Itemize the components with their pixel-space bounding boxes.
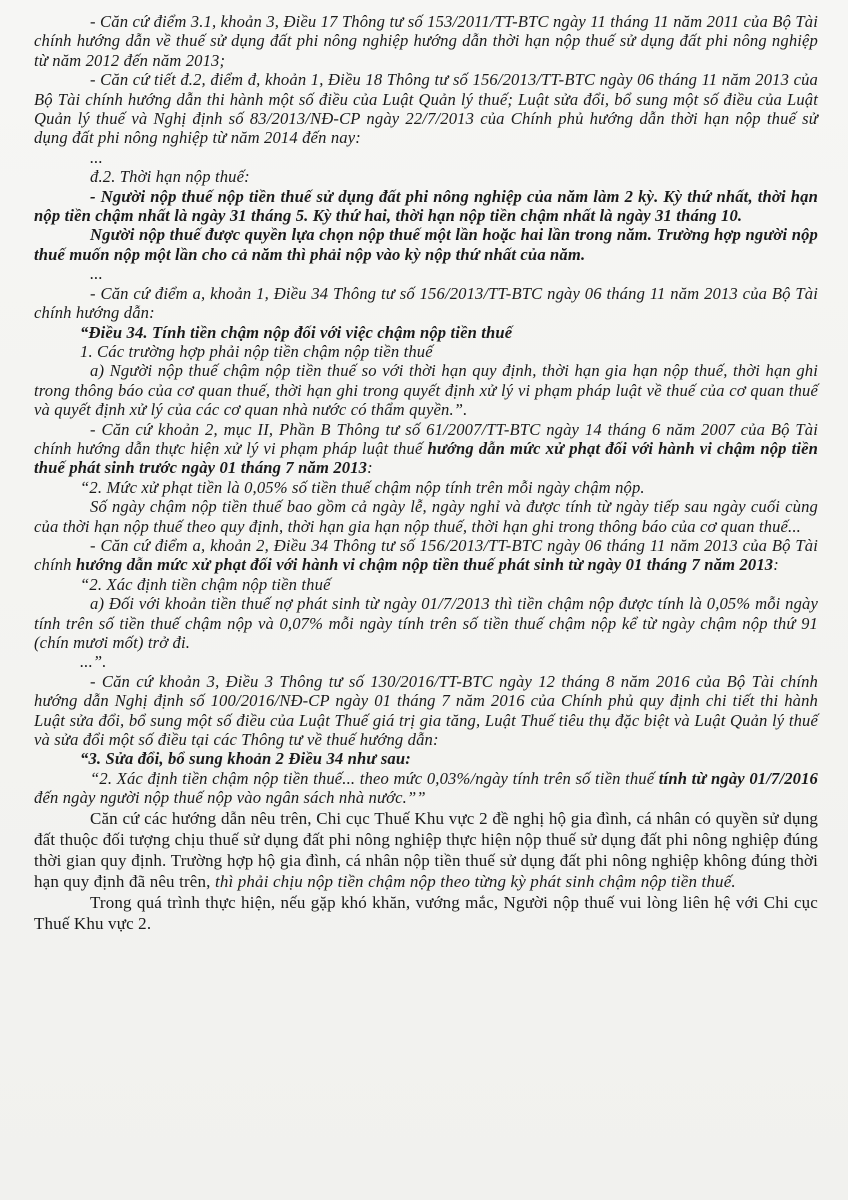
paragraph-legal-basis-3: - Căn cứ điểm a, khoản 1, Điều 34 Thông tư số 156/2013/TT-BTC ngày 06 tháng 11 năm 2013 của Bộ Tài chính hướng dẫn: — [34, 283, 818, 323]
article-34-heading: “Điều 34. Tính tiền chậm nộp đối với việc chậm nộp tiền thuế — [80, 322, 513, 342]
amendment-quote-emphasis: tính từ ngày 01/7/2016 — [658, 768, 818, 788]
late-interest-item-a: a) Đối với khoản tiền thuế nợ phát sinh từ ngày 01/7/2013 thì tiền chậm nộp được tính là 0,05% mỗi ngày tính trên số tiền thuế chậm nộp và 0,07% mỗi ngày tính trên số tiền thuế chậm nộp kể từ ngày chậm nộp thứ 91 (chín mươi mốt) trở đi. — [34, 594, 818, 652]
legal-basis-5-colon: : — [773, 555, 779, 575]
amendment-quote-end: đến ngày người nộp thuế nộp vào ngân sách nhà nước.”” — [34, 788, 426, 808]
legal-basis-4-colon: : — [367, 458, 373, 478]
penalty-rate-quote: “2. Mức xử phạt tiền là 0,05% số tiền thuế chậm nộp tính trên mỗi ngày chậm nộp. — [80, 477, 645, 497]
legal-basis-4-emphasis: hướng dẫn mức xử phạt đối với hành vi chậm nộp tiền thuế phát sinh trước ngày 01 tháng 7 năm 2013 — [34, 438, 818, 478]
paragraph-legal-basis-6: - Căn cứ khoản 3, Điều 3 Thông tư số 130/2016/TT-BTC ngày 12 tháng 8 năm 2016 của Bộ Tài chính hướng dẫn Nghị định số 100/2016/NĐ-CP ngày 01 tháng 7 năm 2016 của Chính phủ quy định chi tiết thi hành Luật sửa đổi, bổ sung một số điều của Luật Thuế giá trị gia tăng, Luật Thuế tiêu thụ đặc biệt và Luật Quản lý thuế và sửa đổi một số điều tại các Thông tư về thuế hướng dẫn: — [34, 671, 818, 750]
recommendation-text: Căn cứ các hướng dẫn nêu trên, Chi cục Thuế Khu vực 2 đề nghị hộ gia đình, cá nhân có quyền sử dụng đất thuộc đối tượng chịu thuế sử dụng đất phi nông nghiệp thực hiện nộp thuế sử dụng đất phi nông nghiệp đúng thời gian quy định. Trường hợp hộ gia đình, cá nhân nộp tiền thuế sử dụng đất phi nông nghiệp không đúng thời hạn quy định đã nêu trên, — [34, 808, 818, 891]
legal-basis-5-text: - Căn cứ điểm a, khoản 2, Điều 34 Thông tư số 156/2013/TT-BTC ngày 06 tháng 11 năm 2013 của Bộ Tài chính — [34, 535, 818, 575]
late-days-definition: Số ngày chậm nộp tiền thuế bao gồm cả ngày lễ, ngày nghỉ và được tính từ ngày tiếp sau ngày cuối cùng của thời hạn nộp thuế theo quy định, thời hạn gia hạn nộp thuế, thời hạn ghi trong thông báo của cơ quan thuế... — [34, 497, 818, 536]
late-interest-heading: “2. Xác định tiền chậm nộp tiền thuế — [80, 574, 331, 594]
paragraph-legal-basis-1: - Căn cứ điểm 3.1, khoản 3, Điều 17 Thông tư số 153/2011/TT-BTC ngày 11 tháng 11 năm 2011 của Bộ Tài chính hướng dẫn về thuế sử dụng đất phi nông nghiệp hướng dẫn thời hạn nộp thuế sử dụng đất phi nông nghiệp từ năm 2012 đến năm 2013; — [34, 12, 818, 70]
article-34-item-a: a) Người nộp thuế chậm nộp tiền thuế so với thời hạn quy định, thời hạn gia hạn nộp thuế, thời hạn ghi trong thông báo của cơ quan thuế, thời hạn ghi trong quyết định xử lý vi phạm pháp luật về thuế của cơ quan thuế và quyết định xử lý của các cơ quan nhà nước có thẩm quyền.”. — [34, 361, 818, 420]
article-34-item-1: 1. Các trường hợp phải nộp tiền chậm nộp tiền thuế — [80, 341, 433, 361]
paragraph-contact: Trong quá trình thực hiện, nếu gặp khó khăn, vướng mắc, Người nộp thuế vui lòng liên hệ với Chi cục Thuế Khu vực 2. — [34, 892, 818, 933]
legal-basis-4-text: - Căn cứ khoản 2, mục II, Phần B Thông tư số 61/2007/TT-BTC ngày 14 tháng 6 năm 2007 của Bộ Tài chính hướng dẫn thực hiện xử lý vi phạm pháp luật thuế — [34, 419, 818, 458]
ellipsis-3: ...”. — [80, 652, 107, 672]
paragraph-recommendation — [34, 808, 818, 892]
paragraph-payment-periods: - Người nộp thuế nộp tiền thuế sử dụng đất phi nông nghiệp của năm làm 2 kỳ. Kỳ thứ nhất, thời hạn nộp tiền chậm nhất là ngày 31 tháng 5. Kỳ thứ hai, thời hạn nộp tiền chậm nhất là ngày 31 tháng 10. — [34, 186, 818, 226]
ellipsis-1: ... — [90, 147, 103, 167]
recommendation-emphasis: thì phải chịu nộp tiền chậm nộp theo từng kỳ phát sinh chậm nộp tiền thuế. — [214, 871, 736, 891]
paragraph-legal-basis-2: - Căn cứ tiết đ.2, điểm đ, khoản 1, Điều 18 Thông tư số 156/2013/TT-BTC ngày 06 tháng 11 năm 2013 của Bộ Tài chính hướng dẫn thi hành một số điều của Luật Quản lý thuế; Luật sửa đổi, bổ sung một số điều của Luật Quản lý thuế và Nghị định số 83/2013/NĐ-CP ngày 22/7/2013 của Chính phủ hướng dẫn thời hạn nộp thuế sử dụng đất phi nông nghiệp từ năm 2014 đến nay: — [34, 70, 818, 148]
legal-basis-5-emphasis: hướng dẫn mức xử phạt đối với hành vi chậm nộp tiền thuế phát sinh từ ngày 01 tháng 7 năm 2013 — [75, 555, 774, 575]
amendment-quote-text: “2. Xác định tiền chậm nộp tiền thuế... theo mức 0,03%/ngày tính trên số tiền thuế — [90, 768, 659, 788]
ellipsis-2: ... — [90, 264, 103, 284]
paragraph-payment-choice: Người nộp thuế được quyền lựa chọn nộp thuế một lần hoặc hai lần trong năm. Trường hợp người nộp thuế muốn nộp một lần cho cả năm thì phải nộp vào kỳ nộp thứ nhất của năm. — [34, 225, 818, 264]
amendment-heading: “3. Sửa đổi, bổ sung khoản 2 Điều 34 như sau: — [80, 749, 411, 769]
paragraph-legal-basis-5 — [34, 536, 818, 575]
amendment-quote — [34, 769, 818, 808]
subsection-heading-d2: đ.2. Thời hạn nộp thuế: — [90, 167, 250, 187]
paragraph-legal-basis-4 — [34, 420, 818, 478]
